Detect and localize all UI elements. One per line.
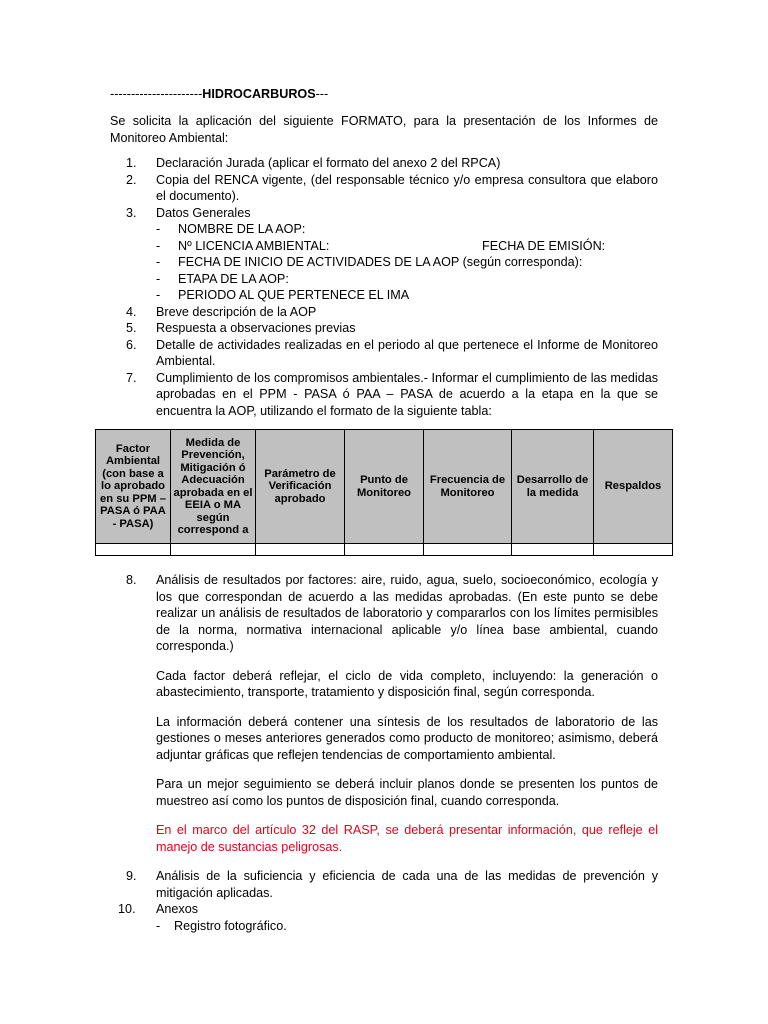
dash-bullet: - (156, 238, 161, 253)
item8-paragraph-3: Para un mejor seguimiento se deberá incluir planos donde se presenten los puntos de muestreo así como los puntos de disposición final, cuando corresponda. (156, 777, 658, 808)
list-text: Breve descripción de la AOP (156, 304, 317, 319)
dash-bullet: - (156, 918, 161, 933)
item8-paragraph-2: La información deberá contener una síntesis de los resultados de laboratorio de las gestiones o meses anteriores generados como producto de monitoreo; asimismo, deberá adjuntar gráficas que reflejen tendencias de comportamiento ambiental. (156, 714, 658, 762)
item8-paragraph-1: Cada factor deberá reflejar, el ciclo de vida completo, incluyendo: la generación o abastecimiento, transporte, tratamiento y disposición final, según corresponda. (156, 668, 658, 699)
title-text: HIDROCARBUROS (202, 87, 316, 101)
anexos-registro-label: Registro fotográfico. (174, 918, 287, 933)
list-text: Copia del RENCA vigente, (del responsable técnico y/o empresa consultora que elaboro el documento). (156, 172, 658, 203)
list-text: Análisis de la suficiencia y eficiencia de cada una de las medidas de prevención y mitigación aplicadas. (156, 869, 658, 900)
list-item (110, 370, 658, 420)
table-cell (512, 544, 594, 556)
table-cell (345, 544, 424, 556)
compliance-table (95, 429, 673, 556)
datos-licencia-label: Nº LICENCIA AMBIENTAL: (178, 238, 330, 253)
datos-nombre (110, 221, 658, 238)
col-header-factor-ambiental: Factor Ambiental (con base a lo aprobado en su PPM – PASA ó PAA - PASA) (96, 430, 171, 544)
list-number: 5. (126, 321, 137, 335)
list-number: 6. (126, 337, 137, 352)
list-text: Detalle de actividades realizadas en el periodo al que pertenece el Informe de Monitoreo Ambiental. (156, 337, 658, 368)
list-item-10 (110, 901, 658, 918)
table-cell (594, 544, 673, 556)
list-item (110, 337, 658, 370)
document-title (110, 86, 328, 103)
list-number: 8. (126, 573, 137, 587)
col-header-respaldos: Respaldos (594, 430, 673, 544)
table-cell (424, 544, 512, 556)
list-text: Respuesta a observaciones previas (156, 321, 356, 335)
datos-licencia (110, 238, 658, 255)
dash-bullet: - (156, 255, 161, 269)
table-cell (96, 544, 171, 556)
anexos-registro (110, 918, 658, 935)
dash-bullet: - (156, 271, 161, 286)
list-item (110, 205, 658, 222)
dash-bullet: - (156, 222, 161, 236)
datos-periodo-label: PERIODO AL QUE PERTENECE EL IMA (178, 288, 410, 302)
datos-fecha-emision-label: FECHA DE EMISIÓN: (482, 238, 606, 253)
item8-paragraph-red: En el marco del artículo 32 del RASP, se deberá presentar información, que refleje el manejo de sustancias peligrosas. (156, 823, 658, 854)
list-number: 1. (126, 156, 137, 170)
list-item (110, 320, 658, 337)
list-item-8 (110, 572, 658, 855)
list-text: Análisis de resultados por factores: aire, ruido, agua, suelo, socioeconómico, ecología y los que correspondan de acuerdo a las medidas aprobadas. (En este punto se debe realizar un análisis de resultados de laboratorio y compararlos con los límites permisibles de la norma, normativa internacional aplicable y/o línea base ambiental, cuando corresponda.) (156, 573, 658, 653)
table-cell (171, 544, 256, 556)
col-header-parametro: Parámetro de Verificación aprobado (256, 430, 345, 544)
list-bottom (110, 572, 658, 934)
list-top (110, 155, 658, 419)
col-header-frecuencia: Frecuencia de Monitoreo (424, 430, 512, 544)
list-item-9 (110, 868, 658, 901)
title-dashes-left: ---------------------- (110, 87, 203, 101)
dash-bullet: - (156, 288, 161, 302)
list-number: 10. (118, 902, 136, 916)
list-number: 3. (126, 205, 137, 220)
intro-paragraph: Se solicita la aplicación del siguiente FORMATO, para la presentación de los Informes de Monitoreo Ambiental: (110, 114, 658, 145)
list-text: Cumplimiento de los compromisos ambientales.- Informar el cumplimiento de las medidas aprobadas en el PPM - PASA ó PAA – PASA de acuerdo a la etapa en la que se encuentra la AOP, utilizando el formato de la siguiente tabla: (156, 370, 658, 418)
col-header-punto-monitoreo: Punto de Monitoreo (345, 430, 424, 544)
datos-etapa (110, 271, 658, 288)
list-text: Datos Generales (156, 205, 251, 220)
list-item (110, 155, 658, 172)
list-number: 7. (126, 370, 137, 385)
col-header-medida: Medida de Prevención, Mitigación ó Adecuación aprobada en el EEIA o MA según correspond a (171, 430, 256, 544)
datos-periodo (110, 287, 658, 304)
list-text: Declaración Jurada (aplicar el formato del anexo 2 del RPCA) (156, 156, 501, 170)
table-cell (256, 544, 345, 556)
list-number: 9. (126, 869, 137, 883)
table-row (96, 544, 673, 556)
datos-etapa-label: ETAPA DE LA AOP: (178, 271, 289, 286)
list-number: 4. (126, 304, 137, 319)
list-text: Anexos (156, 902, 199, 916)
list-number: 2. (126, 172, 137, 187)
datos-nombre-label: NOMBRE DE LA AOP: (178, 222, 306, 236)
col-header-desarrollo: Desarrollo de la medida (512, 430, 594, 544)
list-item (110, 172, 658, 205)
datos-fecha-inicio (110, 254, 658, 271)
table-header-row (96, 430, 673, 544)
list-item (110, 304, 658, 321)
title-dashes-right: --- (315, 87, 329, 101)
datos-fecha-inicio-label: FECHA DE INICIO DE ACTIVIDADES DE LA AOP (según corresponda): (178, 255, 583, 269)
